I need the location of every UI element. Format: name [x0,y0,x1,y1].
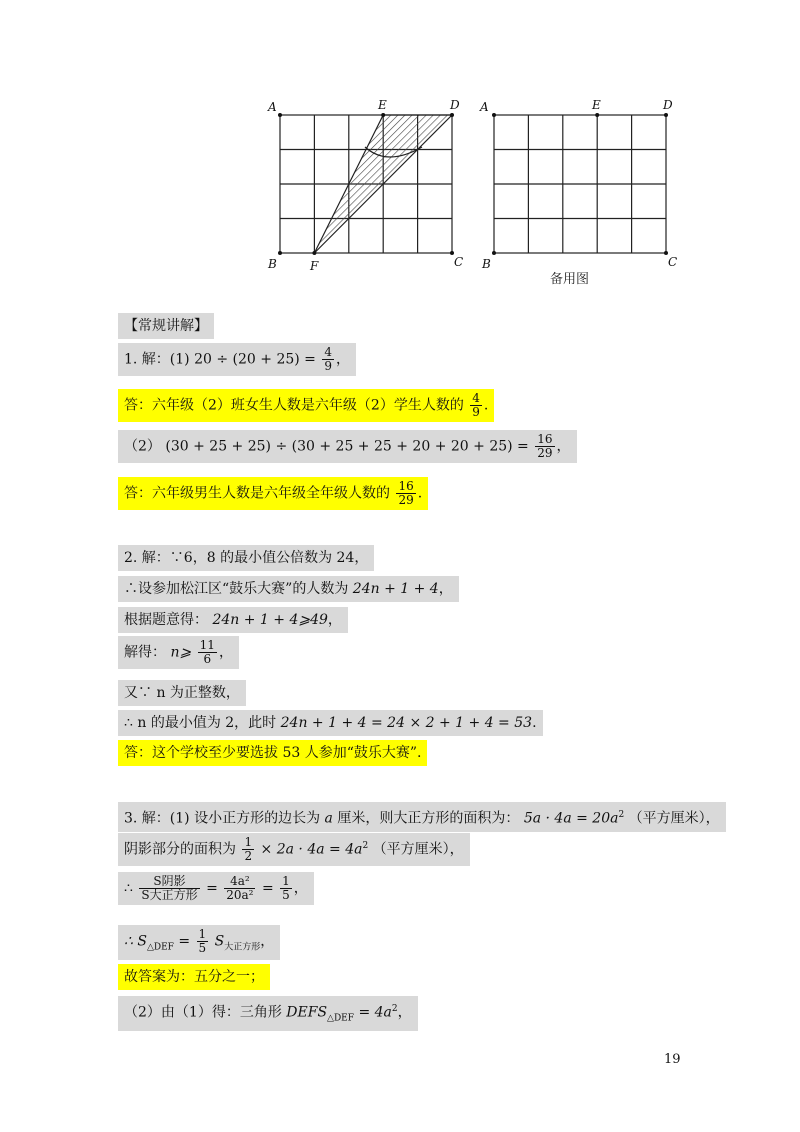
label-e-left: E [378,98,387,112]
p2-l4-text: 解得： [124,644,166,661]
label-e-right: E [592,98,601,112]
p3-l1-sup: 2 [618,810,625,820]
p2-l6-text: ∴ n 的最小值为 2，此时 [124,715,277,731]
p3-line4 [118,925,280,960]
p3-l4-sub: △DEF [146,942,174,953]
p1-l2-fraction: $\frac{16}{29}$ [537,432,553,460]
p2-answer: 答：这个学校至少要选拔 53 人参加“鼓乐大赛”. [118,740,427,766]
section-title: 【常规讲解】 [118,313,214,339]
p2-line5: 又∵ n 为正整数， [118,680,246,706]
p3-l5-sub: △DEF [327,1013,354,1024]
p3-l2-expr: × 2a · 4a = 4a [260,841,363,858]
p3-l3-pre: ∴ [124,880,133,897]
p3-l3-fraction2: $\frac{\text{4a²}}{\text{20a²}}$ [226,874,254,902]
p3-l2-sup: 2 [362,841,369,851]
p3-l4-end: ， [260,933,275,950]
p2-l6-end: . [532,715,537,731]
p1-a1-end: . [483,397,489,414]
p2-l6-expr: 24n + 1 + 4 = 24 × 2 + 1 + 4 = 53 [280,715,533,731]
p1-line2 [118,430,577,463]
p2-line3 [118,607,348,633]
label-a-left: A [268,100,277,114]
p2-line6 [118,710,543,736]
p3-l2-end: （平方厘米）， [372,841,464,858]
p2-l4-var: n⩾ [170,644,192,661]
label-d-left: D [450,98,460,112]
p3-l4-fraction: $\frac{1}{5}$ [198,927,207,955]
p3-l5-sup: 2 [391,1004,398,1014]
p3-line3 [118,872,314,905]
label-d-right: D [663,98,673,112]
p2-line2 [118,576,459,602]
p2-l2-expr: 24n + 1 + 4 [352,581,439,597]
figure-caption: 备用图 [550,272,590,287]
label-c-right: C [668,255,678,269]
p1-l1-end: ， [336,351,350,368]
p2-l2-end: ， [438,581,453,597]
p1-l2-expr: (30 + 25 + 25) ÷ (30 + 25 + 25 + 20 + 20 + 25) = [165,438,529,455]
label-b-left: B [268,257,277,271]
p3-l4-pre: ∴ S [124,933,147,950]
p3-l3-eq2: = [261,880,274,897]
p3-l1-text: 3. 解：(1) 设小正方形的边长为 [124,810,321,827]
p3-l1-expr: 5a · 4a = 20a [523,810,619,827]
p3-l3-end: ， [293,880,308,897]
p3-l5-expr: DEFS [286,1004,328,1021]
p1-a2-fraction: $\frac{16}{29}$ [398,479,414,507]
p2-l4-end: ， [218,644,233,661]
p3-l4-sub2: 大正方形 [224,942,261,953]
p3-line1 [118,802,726,832]
p2-l2-text: ∴设参加松江区“鼓乐大赛”的人数为 [124,581,349,597]
p3-l3-fraction3: $\frac{1}{5}$ [282,874,290,902]
label-f-left: F [310,259,319,273]
p3-l3-eq: = [206,880,218,897]
p2-l4-fraction: $\frac{11}{6}$ [199,638,215,666]
p3-l4-eq: = [178,933,191,950]
p1-l2-prefix: （2） [124,438,161,455]
p2-line4 [118,636,239,669]
grid-figure [262,95,692,295]
label-b-right: B [482,257,491,271]
label-a-right: A [480,100,489,114]
grid-diagrams [262,95,692,295]
p3-l3-fraction1: $\frac{\text{S阴影}}{\text{S大正方形}}$ [141,874,198,902]
p1-a1-text: 答：六年级（2）班女生人数是六年级（2）学生人数的 [124,397,464,414]
p3-l1-end: （平方厘米）， [628,810,720,827]
right-grid [494,115,666,253]
label-c-left: C [454,255,464,269]
p3-line5 [118,996,418,1031]
p3-answer: 故答案为：五分之一； [118,964,270,990]
p3-l5-eq: = 4a [358,1004,392,1021]
p3-l2-fraction: $\frac{1}{2}$ [244,835,253,864]
p3-l1-var: a [324,810,333,827]
p2-l3-text: 根据题意得： [124,612,208,628]
p1-l1-fraction: $\frac{4}{9}$ [324,345,332,373]
p3-l1-mid: 厘米，则大正方形的面积为： [337,810,520,827]
p1-l1-prefix: 1. 解：(1) [124,351,190,368]
p1-l1-expr: 20 ÷ (20 + 25) = [194,351,316,368]
page-number: 19 [664,1052,681,1067]
p3-l4-s: S [214,933,225,950]
p2-l3-end: ， [327,612,342,628]
p1-a2-text: 答：六年级男生人数是六年级全年级人数的 [124,485,390,502]
p1-a1-fraction: $\frac{4}{9}$ [472,391,480,419]
p3-l2-text: 阴影部分的面积为 [124,841,236,858]
p1-l2-end: ， [556,438,571,455]
p1-answer1 [118,389,494,422]
p3-l5-text: （2）由（1）得：三角形 [124,1004,282,1021]
p1-answer2 [118,477,428,510]
p2-l3-expr: 24n + 1 + 4⩾49 [212,612,328,628]
p1-a2-end: . [417,485,423,502]
p3-l5-end: ， [397,1004,412,1021]
p3-line2 [118,833,470,866]
p1-line1 [118,343,356,376]
p2-line1: 2. 解：∵6，8 的最小值公倍数为 24， [118,545,374,571]
